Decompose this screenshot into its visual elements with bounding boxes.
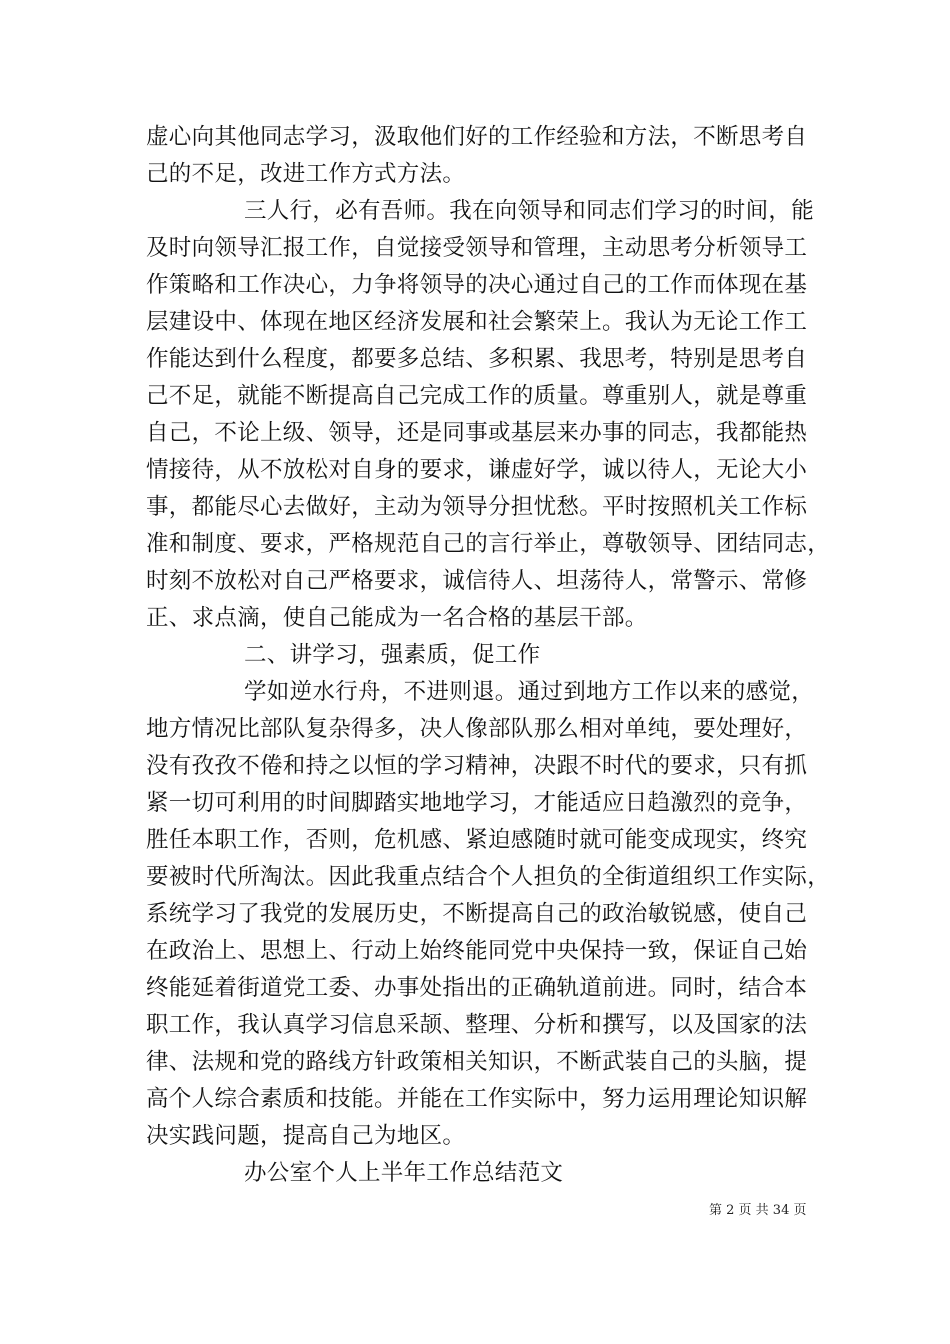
text-line: 律、法规和党的路线方针政策相关知识，不断武装自己的头脑，提 — [146, 1049, 808, 1075]
section-heading: 二、讲学习，强素质，促工作 — [244, 642, 541, 668]
text-line: 事，都能尽心去做好，主动为领导分担忧愁。平时按照机关工作标 — [146, 494, 808, 520]
text-line: 终能延着街道党工委、办事处指出的正确轨道前进。同时，结合本 — [146, 975, 808, 1001]
text-line: 时刻不放松对自己严格要求，诚信待人、坦荡待人，常警示、常修 — [146, 568, 808, 594]
text-line: 要被时代所淘汰。因此我重点结合个人担负的全街道组织工作实际， — [146, 864, 831, 890]
text-line: 职工作，我认真学习信息采颉、整理、分析和撰写，以及国家的法 — [146, 1012, 808, 1038]
text-line: 地方情况比部队复杂得多，决人像部队那么相对单纯，要处理好， — [146, 716, 808, 742]
text-line: 作能达到什么程度，都要多总结、多积累、我思考，特别是思考自 — [146, 346, 808, 372]
page-number: 第 2 页 共 34 页 — [709, 1203, 807, 1218]
text-line: 己的不足，改进工作方式方法。 — [146, 161, 466, 187]
text-line: 作策略和工作决心，力争将领导的决心通过自己的工作而体现在基 — [146, 272, 808, 298]
text-line: 紧一切可利用的时间脚踏实地地学习，才能适应日趋激烈的竞争， — [146, 790, 808, 816]
paragraph-start-line: 三人行，必有吾师。我在向领导和同志们学习的时间，能 — [244, 198, 815, 224]
text-line: 高个人综合素质和技能。并能在工作实际中，努力运用理论知识解 — [146, 1086, 808, 1112]
text-line: 在政治上、思想上、行动上始终能同党中央保持一致，保证自己始 — [146, 938, 808, 964]
text-line: 正、求点滴，使自己能成为一名合格的基层干部。 — [146, 605, 648, 631]
paragraph-start-line: 学如逆水行舟，不进则退。通过到地方工作以来的感觉， — [244, 679, 815, 705]
body-text — [146, 119, 831, 1192]
text-line: 没有孜孜不倦和持之以恒的学习精神，决跟不时代的要求，只有抓 — [146, 753, 808, 779]
text-line: 准和制度、要求，严格规范自己的言行举止，尊敬领导、团结同志， — [146, 531, 831, 557]
text-line: 自己，不论上级、领导，还是同事或基层来办事的同志，我都能热 — [146, 420, 808, 446]
text-line: 层建设中、体现在地区经济发展和社会繁荣上。我认为无论工作工 — [146, 309, 808, 335]
text-line: 系统学习了我党的发展历史，不断提高自己的政治敏锐感，使自己 — [146, 901, 808, 927]
text-line: 决实践问题，提高自己为地区。 — [146, 1123, 466, 1149]
text-line: 虚心向其他同志学习，汲取他们好的工作经验和方法，不断思考自 — [146, 124, 808, 150]
text-line: 胜任本职工作，否则，危机感、紧迫感随时就可能变成现实，终究 — [146, 827, 808, 853]
text-line: 及时向领导汇报工作，自觉接受领导和管理，主动思考分析领导工 — [146, 235, 808, 261]
text-line: 情接待，从不放松对自身的要求，谦虚好学，诚以待人，无论大小 — [146, 457, 808, 483]
document-title-line: 办公室个人上半年工作总结范文 — [244, 1160, 564, 1186]
text-line: 己不足，就能不断提高自己完成工作的质量。尊重别人，就是尊重 — [146, 383, 808, 409]
